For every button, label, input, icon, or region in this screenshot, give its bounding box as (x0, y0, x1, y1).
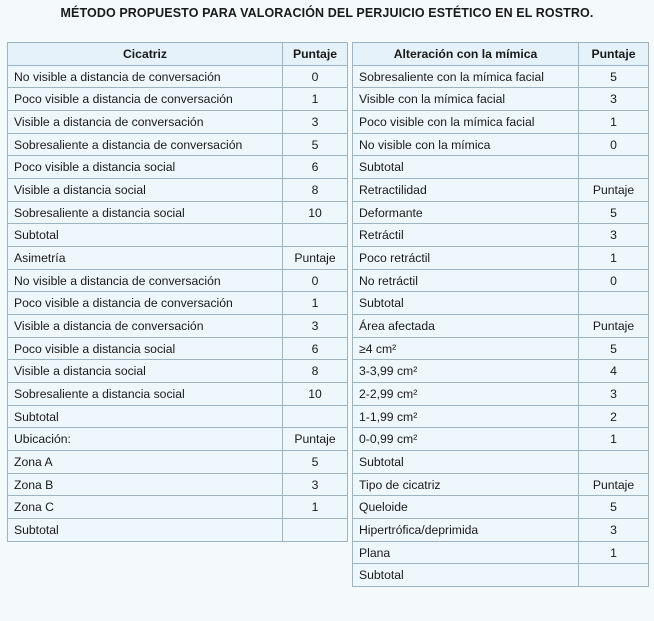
row-label: Asimetría (8, 247, 283, 270)
row-score: 3 (579, 519, 649, 542)
row-label: No visible a distancia de conversación (8, 65, 283, 88)
row-label: 1-1,99 cm² (353, 405, 579, 428)
table-row (8, 179, 348, 202)
row-score: 3 (579, 88, 649, 111)
table-row (353, 451, 649, 474)
table-row (353, 405, 649, 428)
row-score (579, 156, 649, 179)
table-row (353, 428, 649, 451)
table-row (8, 519, 348, 542)
row-score: 1 (283, 88, 348, 111)
row-label: Sobresaliente a distancia social (8, 201, 283, 224)
table-row (8, 201, 348, 224)
row-score: 0 (579, 269, 649, 292)
row-label: Ubicación: (8, 428, 283, 451)
row-label: Sobresaliente a distancia social (8, 383, 283, 406)
table-row (8, 111, 348, 134)
row-score: 8 (283, 179, 348, 202)
row-score: 0 (283, 269, 348, 292)
row-score: Puntaje (579, 179, 649, 202)
row-label: Subtotal (8, 224, 283, 247)
column-header: Puntaje (579, 43, 649, 66)
row-label: Zona B (8, 473, 283, 496)
row-score: 5 (283, 133, 348, 156)
row-label: Subtotal (353, 292, 579, 315)
row-label: Poco visible con la mímica facial (353, 111, 579, 134)
row-label: Deformante (353, 201, 579, 224)
row-score: 8 (283, 360, 348, 383)
row-score: 6 (283, 156, 348, 179)
page-title: MÉTODO PROPUESTO PARA VALORACIÓN DEL PERJUICIO ESTÉTICO EN EL ROSTRO. (60, 6, 594, 20)
table-row (353, 383, 649, 406)
row-label: Plana (353, 541, 579, 564)
row-score: 3 (283, 111, 348, 134)
row-label: No retráctil (353, 269, 579, 292)
table-header-row (8, 43, 348, 66)
row-score: 3 (579, 383, 649, 406)
row-label: Queloide (353, 496, 579, 519)
table-row (353, 564, 649, 587)
table-row (353, 247, 649, 270)
row-label: Visible a distancia de conversación (8, 111, 283, 134)
row-score: 10 (283, 383, 348, 406)
table-row (353, 65, 649, 88)
row-score: 5 (579, 337, 649, 360)
row-score: 3 (283, 315, 348, 338)
row-score: Puntaje (579, 473, 649, 496)
row-score: 0 (283, 65, 348, 88)
table-row (8, 473, 348, 496)
row-score (283, 519, 348, 542)
row-score: Puntaje (283, 247, 348, 270)
table-row (8, 65, 348, 88)
row-label: 2-2,99 cm² (353, 383, 579, 406)
row-label: Poco retráctil (353, 247, 579, 270)
table-row (353, 496, 649, 519)
row-score (283, 405, 348, 428)
table-row (8, 428, 348, 451)
row-score: 10 (283, 201, 348, 224)
row-label: Tipo de cicatriz (353, 473, 579, 496)
table-row (353, 201, 649, 224)
row-label: Área afectada (353, 315, 579, 338)
row-label: Retráctil (353, 224, 579, 247)
row-label: Subtotal (353, 156, 579, 179)
row-score (579, 451, 649, 474)
row-score: 1 (579, 247, 649, 270)
row-score: 1 (579, 111, 649, 134)
row-score: 1 (579, 541, 649, 564)
row-score: 4 (579, 360, 649, 383)
table-row (8, 496, 348, 519)
row-label: Poco visible a distancia social (8, 337, 283, 360)
row-score: 1 (283, 292, 348, 315)
table-row (353, 541, 649, 564)
row-label: Zona A (8, 451, 283, 474)
table-row (8, 383, 348, 406)
row-score: 1 (579, 428, 649, 451)
row-label: Visible con la mímica facial (353, 88, 579, 111)
table-row (8, 292, 348, 315)
row-label: Zona C (8, 496, 283, 519)
row-score: 6 (283, 337, 348, 360)
row-label: Sobresaliente a distancia de conversación (8, 133, 283, 156)
row-score (283, 224, 348, 247)
row-label: Poco visible a distancia de conversación (8, 292, 283, 315)
row-score: 2 (579, 405, 649, 428)
row-label: Retractilidad (353, 179, 579, 202)
row-label: Poco visible a distancia social (8, 156, 283, 179)
row-score: 0 (579, 133, 649, 156)
row-score (579, 292, 649, 315)
table-row (8, 88, 348, 111)
cicatriz-table (7, 42, 348, 542)
table-row (353, 111, 649, 134)
table-row (8, 269, 348, 292)
row-label: No visible con la mímica (353, 133, 579, 156)
table-row (353, 179, 649, 202)
table-row (353, 473, 649, 496)
row-label: Subtotal (353, 451, 579, 474)
row-score: 3 (579, 224, 649, 247)
row-label: Visible a distancia social (8, 179, 283, 202)
row-label: 3-3,99 cm² (353, 360, 579, 383)
table-row (8, 133, 348, 156)
row-score: 5 (579, 201, 649, 224)
row-score: 1 (283, 496, 348, 519)
table-row (353, 519, 649, 542)
row-label: Subtotal (8, 405, 283, 428)
table-row (8, 315, 348, 338)
row-score: Puntaje (579, 315, 649, 338)
row-label: Sobresaliente con la mímica facial (353, 65, 579, 88)
row-label: Poco visible a distancia de conversación (8, 88, 283, 111)
row-label: Subtotal (8, 519, 283, 542)
table-row (8, 405, 348, 428)
row-label: Visible a distancia de conversación (8, 315, 283, 338)
row-score: 5 (579, 65, 649, 88)
row-label: Hipertrófica/deprimida (353, 519, 579, 542)
table-row (353, 133, 649, 156)
table-row (8, 247, 348, 270)
table-row (353, 360, 649, 383)
table-row (353, 88, 649, 111)
table-row (8, 451, 348, 474)
table-row (8, 360, 348, 383)
column-header: Alteración con la mímica (353, 43, 579, 66)
column-header: Puntaje (283, 43, 348, 66)
table-row (353, 337, 649, 360)
row-score: 5 (283, 451, 348, 474)
table-row (353, 156, 649, 179)
row-label: Visible a distancia social (8, 360, 283, 383)
table-row (353, 315, 649, 338)
row-label: No visible a distancia de conversación (8, 269, 283, 292)
table-header-row (353, 43, 649, 66)
row-score: Puntaje (283, 428, 348, 451)
table-row (8, 224, 348, 247)
table-row (353, 269, 649, 292)
row-label: ≥4 cm² (353, 337, 579, 360)
column-header: Cicatriz (8, 43, 283, 66)
table-row (353, 292, 649, 315)
row-score: 3 (283, 473, 348, 496)
row-score: 5 (579, 496, 649, 519)
row-label: 0-0,99 cm² (353, 428, 579, 451)
table-row (8, 156, 348, 179)
row-score (579, 564, 649, 587)
table-row (353, 224, 649, 247)
row-label: Subtotal (353, 564, 579, 587)
mimica-table (352, 42, 649, 587)
table-row (8, 337, 348, 360)
